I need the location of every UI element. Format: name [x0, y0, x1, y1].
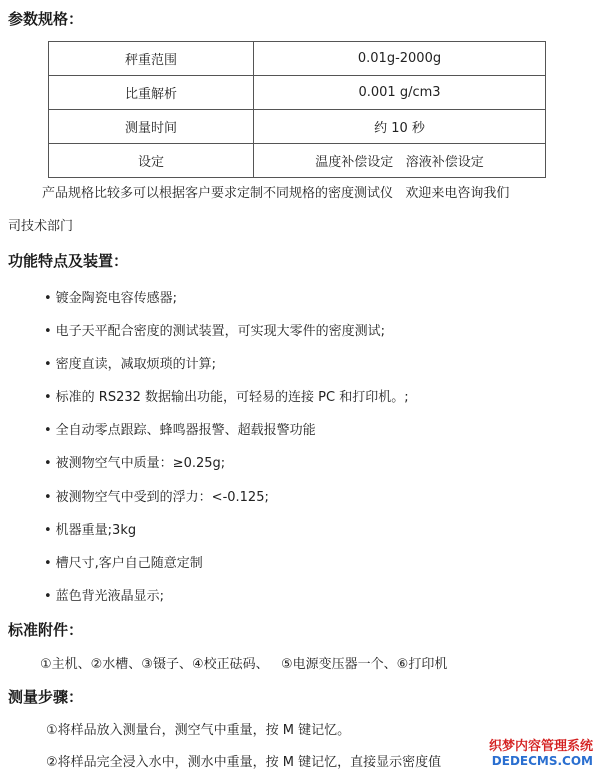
- feature-item: [44, 386, 409, 405]
- table-row: [49, 144, 546, 178]
- spec-label: 测量时间: [49, 110, 254, 144]
- accessories-line: ①主机、②水槽、③镊子、④校正砝码、 ⑤电源变压器一个、⑥打印机: [40, 657, 448, 672]
- table-row: [49, 110, 546, 144]
- spec-label: 设定: [49, 144, 254, 178]
- feature-text: 标准的 RS232 数据输出功能，可轻易的连接 PC 和打印机。;: [55, 390, 409, 405]
- spec-value: 0.01g-2000g: [254, 42, 546, 76]
- table-row: [49, 76, 546, 110]
- feature-item: [44, 320, 385, 339]
- bullet-dot-icon: •: [44, 556, 52, 571]
- step-item: ①将样品放入测量台，测空气中重量，按 M 键记忆。: [46, 723, 351, 738]
- feature-text: 镀金陶瓷电容传感器;: [55, 291, 178, 306]
- features-heading: 功能特点及装置：: [8, 252, 129, 270]
- feature-text: 被测物空气中受到的浮力：<-0.125;: [55, 490, 269, 505]
- watermark-line-1: 织梦内容管理系统: [488, 739, 593, 754]
- feature-item: [44, 552, 203, 571]
- feature-item: [44, 585, 164, 604]
- steps-heading: 测量步骤：: [8, 688, 84, 706]
- feature-item: [44, 287, 177, 306]
- intro-line-2: 司技术部门: [8, 219, 74, 234]
- bullet-dot-icon: •: [44, 589, 52, 604]
- bullet-dot-icon: •: [44, 291, 52, 306]
- bullet-dot-icon: •: [44, 523, 52, 538]
- accessories-heading: 标准附件：: [8, 621, 84, 639]
- feature-text: 被测物空气中质量：≥0.25g;: [55, 456, 226, 471]
- bullet-dot-icon: •: [44, 357, 52, 372]
- feature-text: 蓝色背光液晶显示;: [55, 589, 165, 604]
- params-heading: 参数规格：: [8, 10, 84, 28]
- feature-text: 电子天平配合密度的测试装置，可实现大零件的密度测试;: [55, 324, 386, 339]
- bullet-dot-icon: •: [44, 390, 52, 405]
- feature-text: 槽尺寸,客户自己随意定制: [55, 556, 203, 571]
- feature-item: [44, 452, 225, 471]
- feature-item: [44, 519, 136, 538]
- feature-item: [44, 486, 269, 505]
- bullet-dot-icon: •: [44, 456, 52, 471]
- spec-label: 秤重范围: [49, 42, 254, 76]
- spec-label: 比重解析: [49, 76, 254, 110]
- feature-item: [44, 353, 216, 372]
- intro-line-1: 产品规格比较多可以根据客户要求定制不同规格的密度测试仪 欢迎来电咨询我们: [42, 186, 510, 201]
- feature-text: 密度直读，减取烦琐的计算;: [55, 357, 217, 372]
- bullet-dot-icon: •: [44, 423, 52, 438]
- bullet-dot-icon: •: [44, 324, 52, 339]
- spec-value: 0.001 g/cm3: [254, 76, 546, 110]
- step-item: ②将样品完全浸入水中，测水中重量，按 M 键记忆，直接显示密度值: [46, 755, 442, 770]
- bullet-dot-icon: •: [44, 490, 52, 505]
- table-row: [49, 42, 546, 76]
- feature-text: 全自动零点跟踪、蜂鸣器报警、超载报警功能: [55, 423, 316, 438]
- feature-item: [44, 419, 316, 438]
- watermark-logo: [489, 740, 593, 768]
- spec-table: [48, 41, 546, 178]
- spec-value: 温度补偿设定 溶液补偿设定: [254, 144, 546, 178]
- feature-text: 机器重量;3kg: [55, 523, 137, 538]
- watermark-line-2: DEDECMS.COM: [491, 754, 593, 768]
- spec-value: 约 10 秒: [254, 110, 546, 144]
